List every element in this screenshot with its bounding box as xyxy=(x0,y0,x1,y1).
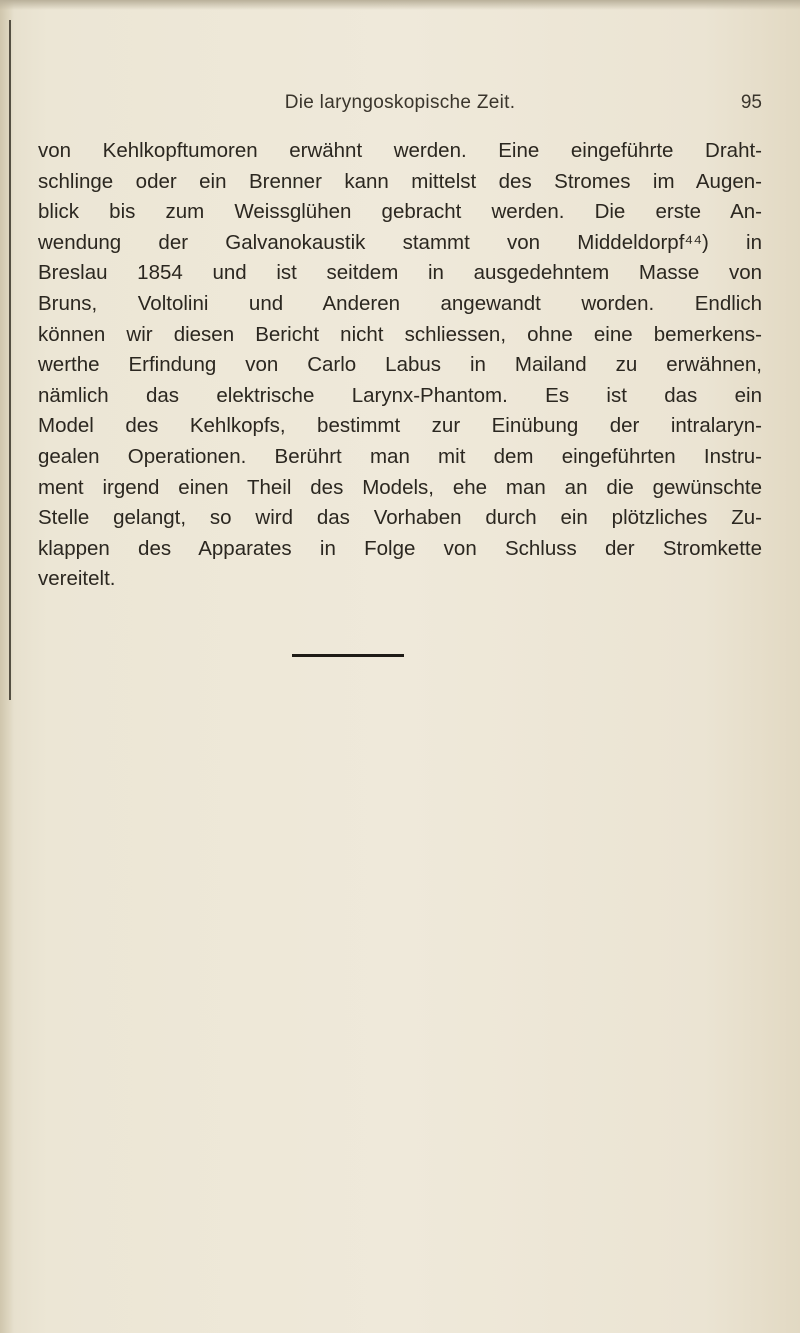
text-line: gealen Operationen. Berührt man mit dem eingeführten Instru- xyxy=(38,444,762,468)
gutter-line xyxy=(9,20,11,700)
text-line: werthe Erfindung von Carlo Labus in Mailand zu erwähnen, xyxy=(38,353,762,377)
body-paragraph xyxy=(38,136,762,595)
text-line: Model des Kehlkopfs, bestimmt zur Einübung der intralaryn- xyxy=(38,414,762,438)
text-line: schlinge oder ein Brenner kann mittelst des Stromes im Augen- xyxy=(38,169,762,193)
top-shadow xyxy=(0,0,800,10)
text-line: Stelle gelangt, so wird das Vorhaben durch ein plötzliches Zu- xyxy=(38,506,762,530)
text-line: von Kehlkopftumoren erwähnt werden. Eine eingeführte Draht- xyxy=(38,139,762,162)
text-line: nämlich das elektrische Larynx-Phantom. Es ist das ein xyxy=(38,383,762,407)
text-line: ment irgend einen Theil des Models, ehe man an die gewünschte xyxy=(38,475,762,499)
text-line: klappen des Apparates in Folge von Schluss der Stromkette xyxy=(38,536,762,560)
running-title: Die laryngoskopische Zeit. xyxy=(284,92,516,113)
text-line: Breslau 1854 und ist seitdem in ausgedehntem Masse von xyxy=(38,261,762,285)
text-line: Bruns, Voltolini und Anderen angewandt worden. Endlich xyxy=(38,291,762,315)
text-line: wendung der Galvanokaustik stammt von Middeldorpf⁴⁴) in xyxy=(38,230,762,254)
text-line: können wir diesen Bericht nicht schliessen, ohne eine bemerkens- xyxy=(38,322,762,346)
text-line: vereitelt. xyxy=(38,567,116,591)
running-head xyxy=(38,92,762,122)
page-number: 95 xyxy=(740,92,762,113)
section-end-rule xyxy=(292,654,404,657)
text-line: blick bis zum Weissglühen gebracht werden. Die erste An- xyxy=(38,200,762,224)
page-gutter-edge xyxy=(0,0,14,1333)
